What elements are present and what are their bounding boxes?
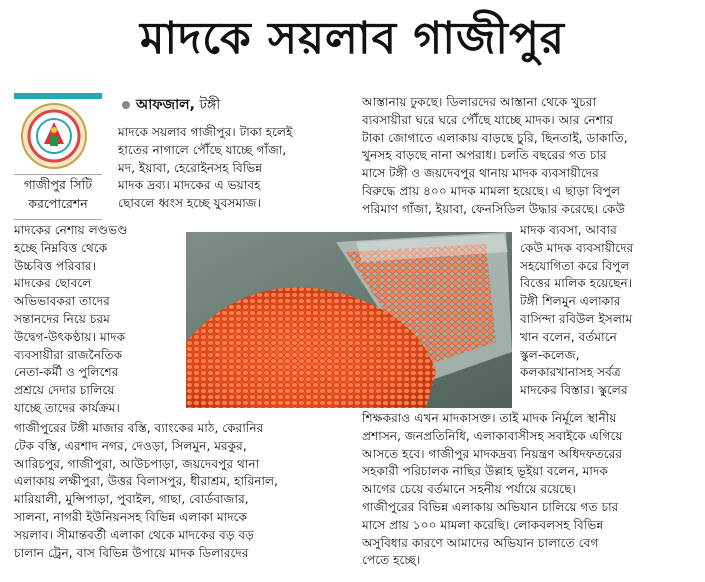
text-line: মাদকের বিস্তার। স্কুলের	[520, 383, 628, 398]
text-line: টাকা জোগাতে এলাকায় বাড়ছে চুরি, ছিনতাই, ডাকাতি,	[362, 130, 628, 145]
text-line: সন্তানদের নিয়ে চরম	[14, 311, 110, 326]
text-line: যাচ্ছে তাদের কার্যক্রম।	[14, 400, 120, 415]
caption-accent-bar	[14, 93, 102, 99]
text-line: মাদকে সয়লাব গাজীপুর। টাকা হলেই	[118, 125, 293, 139]
byline	[122, 95, 342, 115]
text-line: গাজীপুরের টঙ্গী মাজার বস্তি, ব্যাংকের মাঠ, কেরানির	[14, 421, 264, 435]
text-line: এলাকায় লক্ষীপুরা, উত্তর বিলাসপুর, ধীরাশ্রম, হারিনাল,	[14, 474, 278, 489]
text-line: সালনা, নাগরী ইউনিয়নসহ বিভিন্ন এলাকা মাদকে	[14, 509, 248, 524]
text-line: মাসে প্রায় ১০০ মামলা করেছি। লোকবলসহ বিভিন্ন	[362, 517, 604, 532]
text-line: খুনসহ বাড়ছে নানা অপরাধ। চলতি বছরের গত চার	[362, 148, 607, 163]
emblem-icon	[20, 102, 88, 170]
right-column-top	[362, 94, 698, 219]
text-line: সহযোগিতা করে বিপুল	[520, 258, 630, 273]
text-line: বাসিন্দা রবিউল ইসলাম	[520, 311, 633, 326]
text-line: আস্তানায় ঢুকছে। ডিলারদের আস্তানা থেকে খুচরা	[362, 95, 597, 109]
text-line: স্কুল-কলেজ,	[520, 347, 580, 362]
bullet-icon	[122, 101, 130, 109]
right-column-mid	[520, 222, 700, 400]
text-line: মদ, ইয়াবা, হেরোইনসহ বিভিন্ন	[118, 160, 263, 175]
text-line: আগের চেয়ে বর্তমানে সহনীয় পর্যায়ে রয়েছে।	[362, 482, 576, 497]
text-line: চালান ট্রেন, বাস বিভিন্ন উপায়ে মাদক ডিলারদের	[14, 545, 249, 560]
caption-line: করপোরেশন	[28, 196, 88, 211]
text-line: ব্যবসায়ীরা ঘরে ঘরে পৌঁছে যাচ্ছে মাদক। আর নেশার	[362, 112, 614, 127]
logo-caption	[14, 174, 102, 220]
byline-place: টঙ্গী	[199, 97, 221, 113]
headline: মাদকে সয়লাব গাজীপুর	[139, 13, 566, 64]
pills-photo	[186, 232, 512, 408]
text-line: পরিমাণ গাঁজা, ইয়াবা, ফেনসিডিল উদ্ধার করেছে। কেউ	[362, 201, 626, 216]
byline-name: আফজাল,	[136, 97, 195, 113]
text-line: সহকারী পরিচালক নাছির উল্লাহ ভূইয়া বলেন, মাদক	[362, 464, 608, 479]
text-line: বিরুদ্ধে প্রায় ৪০০ মাদক মামলা হয়েছে। এ ছাড়া বিপুল	[362, 183, 621, 198]
intro-paragraph	[118, 124, 354, 213]
text-line: মাদক দ্রব্য। মাদকের এ ভয়াবহ	[118, 178, 261, 193]
left-column-text	[14, 222, 182, 418]
right-column-bottom	[362, 410, 698, 570]
text-line: বিত্তের মালিক হয়েছেন।	[520, 276, 633, 291]
text-line: উচ্চবিত্ত পরিবার।	[14, 258, 96, 273]
text-line: অভিভাবকরা তাদের	[14, 294, 110, 309]
caption-line: গাজীপুর সিটি	[23, 177, 93, 192]
text-line: প্রশ্রয়ে দেদার চালিয়ে	[14, 383, 115, 398]
text-line: কলকারখানাসহ সর্বত্র	[520, 365, 621, 380]
text-line: হাতের নাগালে পৌঁছে যাচ্ছে গাঁজা,	[118, 142, 287, 157]
text-line: মাদক ব্যবসা, আবার	[520, 223, 617, 237]
text-line: গাজীপুরের বিভিন্ন এলাকায় অভিযান চালিয়ে গত চার	[362, 499, 619, 514]
text-line: প্রশাসন, জনপ্রতিনিধি, এলাকাবাসীসহ সবাইকে এগিয়ে	[362, 428, 623, 443]
text-line: মাদকের নেশায় লণ্ডভণ্ড	[14, 223, 128, 237]
text-line: শিক্ষকরাও এখন মাদকাসক্ত। তাই মাদক নির্মূলে স্থানীয়	[362, 411, 617, 425]
text-line: মাদকের ছোবলে	[14, 276, 92, 291]
text-line: ব্যবসায়ীরা রাজনৈতিক	[14, 347, 123, 362]
text-line: আরিচপুর, গাজীপুরা, আউচপাড়া, জয়দেবপুর থানা	[14, 456, 260, 471]
text-line: অসুবিধার কারণে আমাদের অভিযান চালাতে বেগ	[362, 535, 599, 550]
text-line: কেউ মাদক ব্যবসায়ীদের	[520, 240, 634, 255]
text-line: সয়লাব। সীমান্তবর্তী এলাকা থেকে মাদকের বড় বড়	[14, 527, 254, 542]
text-line: নেতা-কর্মী ও পুলিশের	[14, 365, 119, 380]
text-line: খান বলেন, বর্তমানে	[520, 329, 617, 344]
text-line: টেক বস্তি, এরশাদ নগর, দেওড়া, সিলমুন, মরকুর,	[14, 438, 247, 453]
text-line: ছোবলে ধ্বংস হচ্ছে যুবসমাজ।	[118, 196, 262, 211]
text-line: মাসে টঙ্গী ও জয়দেবপুর থানায় মাদক ব্যবসায়ীদের	[362, 166, 599, 181]
text-line: টঙ্গী শিলমুন এলাকার	[520, 294, 621, 309]
text-line: হচ্ছে নিম্নবিত্ত থেকে	[14, 240, 108, 255]
text-line: উদ্বেগ-উৎকণ্ঠায়। মাদক	[14, 329, 126, 344]
text-line: মারিয়ালী, মুন্সিপাড়া, পুবাইল, গাছা, বোর্ডবাজার,	[14, 492, 249, 507]
text-line: পেতে হচ্ছে।	[362, 553, 421, 568]
bottom-left-text	[14, 420, 354, 562]
text-line: আসতে হবে। গাজীপুর মাদকদ্রব্য নিয়ন্ত্রণ অধিদফতরের	[362, 446, 623, 461]
